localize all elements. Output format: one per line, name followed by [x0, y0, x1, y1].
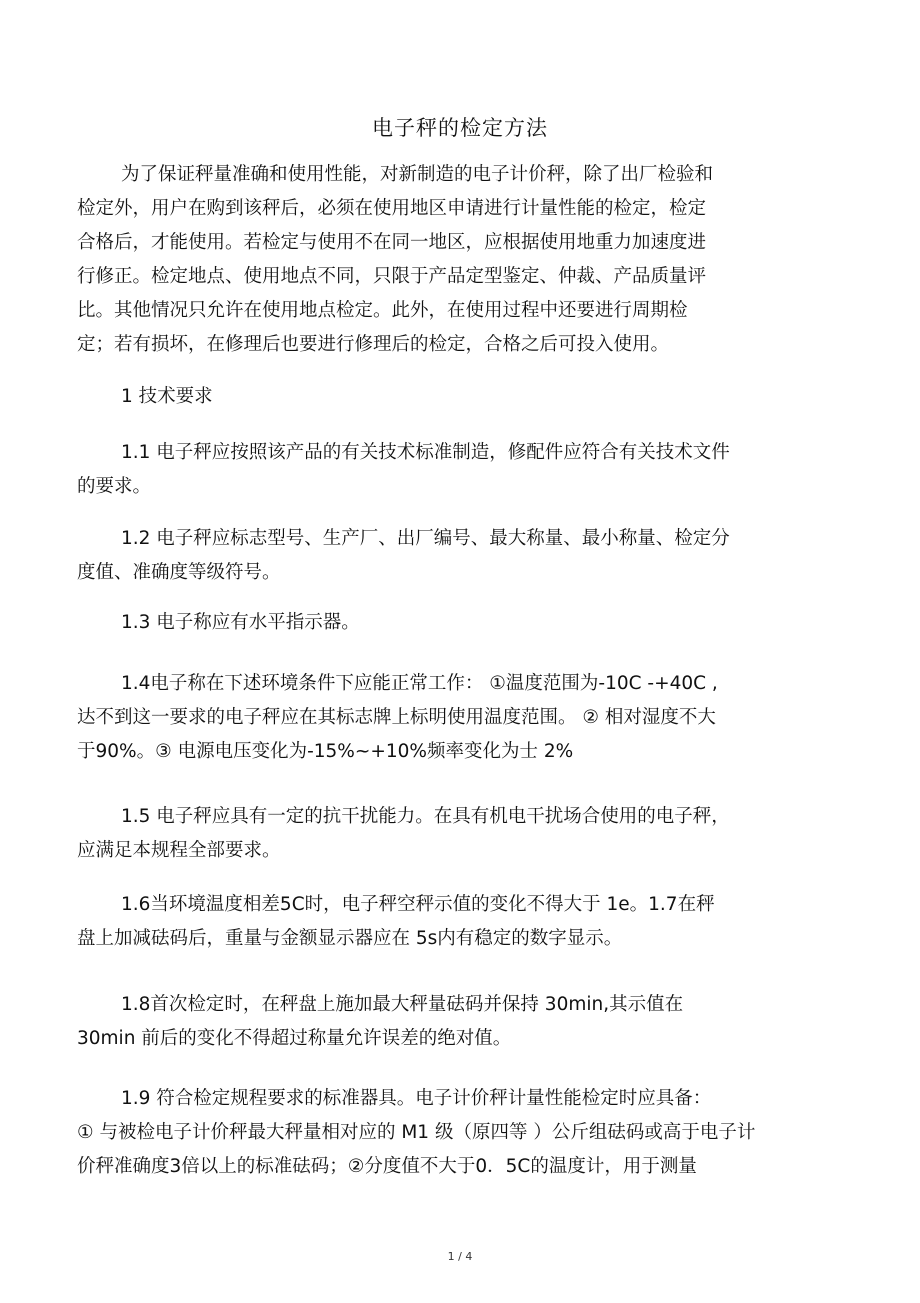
text-line: 于90%。③ 电源电压变化为-15%~+10%频率变化为士 2%: [77, 741, 574, 762]
text-line: 盘上加减砝码后，重量与金额显示器应在 5s内有稳定的数字显示。: [77, 928, 623, 949]
page-title: 电子秤的检定方法: [372, 116, 548, 140]
text-line: 合格后，才能使用。若检定与使用不在同一地区，应根据使用地重力加速度进: [77, 232, 707, 253]
text-line: 定；若有损坏，在修理后也要进行修理后的检定，合格之后可投入使用。: [77, 334, 670, 355]
clause-1-3: [77, 606, 817, 640]
text-line: 1.3 电子称应有水平指示器。: [121, 612, 360, 633]
text-line: 行修正。检定地点、使用地点不同，只限于产品定型鉴定、仲裁、产品质量评: [77, 266, 707, 287]
section-heading: [77, 380, 817, 414]
text-line: 30min 前后的变化不得超过称量允许误差的绝对值。: [77, 1028, 512, 1049]
text-line: 1.8首次检定时，在秤盘上施加最大秤量砝码并保持 30min,其示值在: [121, 994, 684, 1015]
text-line: 价秤准确度3倍以上的标准砝码；②分度值不大于0．5C的温度计，用于测量: [77, 1156, 697, 1177]
clause-1-8: [77, 988, 817, 1056]
text-line: 1.1 电子秤应按照该产品的有关技术标准制造，修配件应符合有关技术文件: [121, 442, 730, 463]
text-line: 1.6当环境温度相差5C时，电子秤空秤示值的变化不得大于 1e。1.7在秤: [121, 894, 715, 915]
clause-1-6-1-7: [77, 888, 817, 956]
text-line: 检定外，用户在购到该秤后，必须在使用地区申请进行计量性能的检定，检定: [77, 198, 707, 219]
text-line: 1.4电子称在下述环境条件下应能正常工作： ①温度范围为-10C -+40C ,: [121, 673, 718, 694]
text-line: 1 技术要求: [121, 386, 213, 407]
text-line: 1.5 电子秤应具有一定的抗干扰能力。在具有机电干扰场合使用的电子秤，: [121, 806, 730, 827]
text-line: 为了保证秤量准确和使用性能，对新制造的电子计价秤，除了出厂检验和: [121, 164, 714, 185]
text-line: 1.9 符合检定规程要求的标准器具。电子计价秤计量性能检定时应具备：: [121, 1088, 712, 1109]
clause-1-5: [77, 800, 817, 868]
clause-1-9: [77, 1082, 817, 1184]
clause-1-4: [77, 667, 817, 769]
text-line: 应满足本规程全部要求。: [77, 840, 281, 861]
text-line: ① 与被检电子计价秤最大秤量相对应的 M1 级（原四等 ）公斤组砝码或高于电子计: [77, 1122, 756, 1143]
text-line: 达不到这一要求的电子秤应在其标志牌上标明使用温度范围。 ② 相对湿度不大: [77, 707, 716, 728]
text-line: 的要求。: [77, 476, 152, 497]
text-line: 比。其他情况只允许在使用地点检定。此外，在使用过程中还要进行周期检: [77, 300, 688, 321]
text-line: 1.2 电子秤应标志型号、生产厂、出厂编号、最大称量、最小称量、检定分: [121, 528, 730, 549]
clause-1-1: [77, 436, 817, 504]
intro-paragraph: [77, 158, 817, 362]
clause-1-2: [77, 522, 817, 590]
page-number: 1 / 4: [447, 1250, 473, 1263]
text-line: 度值、准确度等级符号。: [77, 562, 281, 583]
